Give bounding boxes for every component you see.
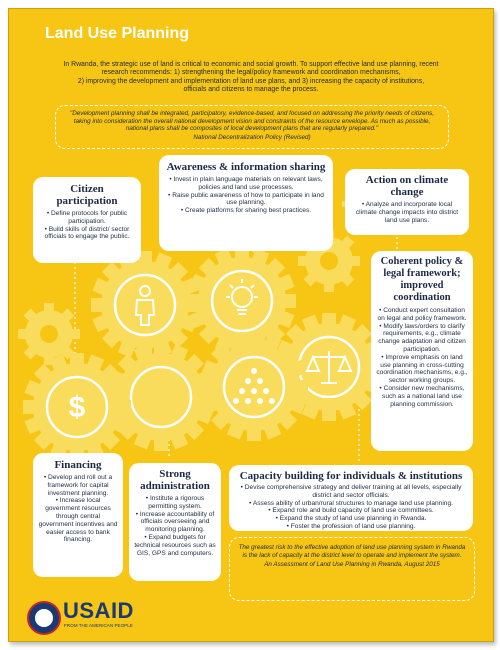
usaid-seal-icon (27, 601, 61, 635)
bullet-item: • Devise comprehensive strategy and deliver training at all levels, especially district and sector officials. (235, 484, 467, 500)
bullet-item: • Improve emphasis on land use planning in cross-cutting coordination mechanisms, e.g., sector working groups. (376, 354, 468, 385)
bullet-item: • Foster the profession of land use planning. (235, 523, 467, 531)
gear-top-left (91, 251, 199, 359)
bullet-item: • Modify laws/orders to clarify requirements, e.g., climate change adaptation and citizen participation. (376, 323, 468, 354)
bullet-item: • Analyze and incorporate local climate change impacts into district land use plans. (353, 201, 461, 224)
bullet-item: • Invest in plain language materials on relevant laws, policies and land use processes. (167, 176, 325, 192)
card-strong-administration (129, 463, 221, 581)
usaid-logo (9, 595, 229, 641)
bullet-list (33, 210, 141, 241)
closing-quote (238, 544, 466, 569)
bullet-list (129, 495, 221, 557)
bullet-item: • Develop and roll out a framework for capital investment planning. (38, 474, 118, 497)
bullet-list (371, 307, 473, 408)
card-awareness (159, 155, 333, 251)
closing-quote-text: The greatest risk to the effective adoption of land use planning system in Rwanda is the lack of capacity at the district level to operate and implement the system. (238, 544, 466, 559)
intro-line: In Rwanda, the strategic use of land is critical to economic and social growth. To support effective land use planning, recent (63, 61, 439, 68)
bullet-item: • Consider new mechanisms, such as a national land use planning commission. (376, 385, 468, 408)
gear-center (107, 343, 215, 451)
intro-line: research recommends: 1) strengthening the legal/policy framework and coordination mechanisms, (101, 69, 401, 77)
intro-line: officials and citizens to manage the process. (183, 86, 319, 94)
card-title: Awareness & information sharing (166, 161, 326, 173)
quote-source: National Decentralization Policy (Revised) (193, 133, 311, 141)
bullet-item: • Define protocols for public participation. (41, 210, 133, 226)
quote-text: "Development planning shall be integrated, participatory, evidence-based, and focused on addressing the priority needs of citizens, taking into consideration the overall national development vision and constraints of the resource envelope. As much as possible, national plans shall be composites of local development plans that are regularly prepared." (69, 110, 435, 133)
gear-small-left (18, 303, 80, 365)
bullet-item: • Increase accountability of officials overseeing and monitoring planning. (134, 511, 216, 534)
bullet-list (229, 484, 473, 531)
bullet-item: • Expand the study of land use planning in Rwanda. (235, 515, 467, 523)
bullet-item: • Institute a rigorous permitting system. (134, 495, 216, 511)
closing-quote-box (229, 537, 475, 601)
bullet-list (33, 474, 123, 544)
bullet-list (159, 176, 333, 215)
bullet-item: • Expand budgets for technical resources such as GIS, GPS and computers. (134, 534, 216, 557)
card-policy-framework (371, 251, 473, 451)
card-climate-change (345, 169, 469, 235)
card-citizen-participation (33, 177, 141, 263)
closing-quote-source: An Assessment of Land Use Planning in Rwanda, August 2015 (264, 561, 440, 568)
svg-text:$: $ (68, 391, 86, 424)
card-title: Citizen participation (56, 183, 118, 207)
card-title: Capacity building for individuals & institutions (239, 470, 463, 482)
card-title: Action on climate change (365, 174, 449, 198)
bullet-item: • Increase local government resources through central government incentives and easier access to bank financing. (38, 497, 118, 544)
bullet-item: • Conduct expert consultation on legal and policy framework. (376, 307, 468, 323)
card-capacity-building (229, 465, 473, 531)
card-title: Coherent policy & legal framework; improved coordination (380, 256, 464, 303)
bullet-list (345, 201, 469, 224)
card-title: Financing (54, 459, 102, 471)
card-title: Strong administration (140, 468, 210, 492)
bullet-item: • Build skills of district/ sector officials to engage the public. (41, 226, 133, 242)
card-financing (33, 453, 123, 577)
usaid-tagline: FROM THE AMERICAN PEOPLE (64, 623, 133, 628)
dollar-icon (69, 391, 86, 424)
intro-line: 2) improving the development and implementation of land use plans, and 3) increasing the capacity of institutions, (77, 77, 425, 85)
poster (8, 8, 494, 642)
bullet-item: • Create platforms for sharing best practices. (167, 207, 325, 215)
bullet-item: • Assess ability of urban/rural structures to manage land use planning. (235, 500, 467, 508)
gear-center-right (200, 333, 308, 441)
page-title: Land Use Planning (45, 25, 190, 42)
bullet-item: • Expand role and build capacity of land use committees. (235, 507, 467, 515)
bullet-item: • Raise public awareness of how to participate in land use planning. (167, 192, 325, 208)
usaid-wordmark: USAID (63, 598, 134, 623)
gear-top-center (188, 247, 296, 355)
